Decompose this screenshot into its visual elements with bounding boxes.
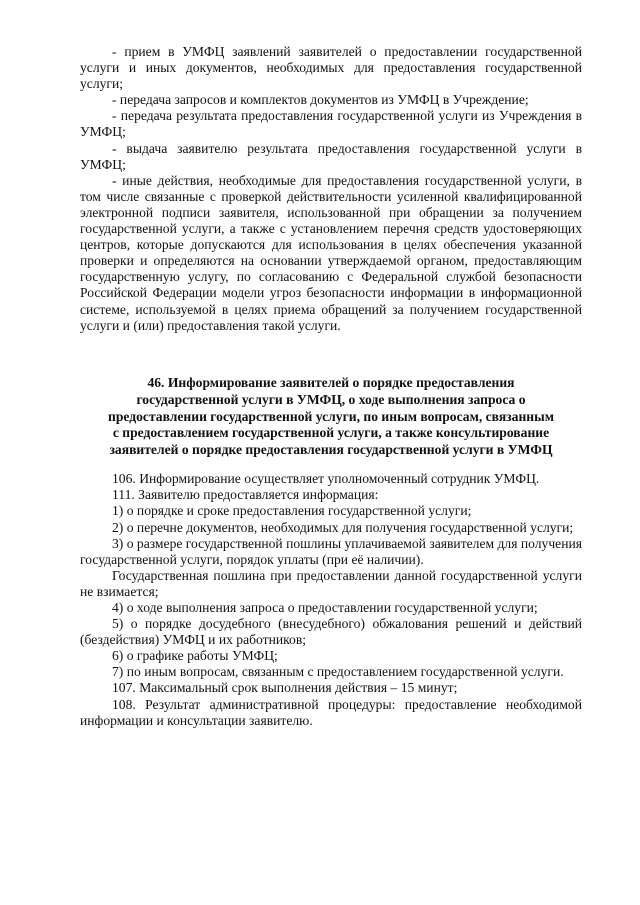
info-item-3: 3) о размере государственной пошлины уплачиваемой заявителем для получения государственной услуги, порядок уплаты (при её наличии).	[80, 535, 582, 567]
spacer	[80, 334, 582, 375]
paragraph-108: 108. Результат административной процедуры: предоставление необходимой информации и консультации заявителю.	[80, 696, 582, 728]
list-item-transfer-results: - передача результата предоставления государственной услуги из Учреждения в УМФЦ;	[80, 108, 582, 140]
list-item-other-actions: - иные действия, необходимые для предоставления государственной услуги, в том числе связанные с проверкой действительности усиленной квалифицированной электронной подписи заявителя, использованной при обращении за получением государственной услуги, а также с установлением перечня средств удостоверяющих центров, которые допускаются для использования в целях обеспечения указанной проверки и определяются на основании утверждаемой органом, предоставляющим государственную услугу, по согласованию с Федеральной службой безопасности Российской Федерации модели угроз безопасности информации в информационной системе, используемой в целях приема обращений за получением государственной услуги и (или) предоставления такой услуги.	[80, 172, 582, 333]
paragraph-107: 107. Максимальный срок выполнения действия – 15 минут;	[112, 680, 458, 696]
paragraph-111: 111. Заявителю предоставляется информация:	[112, 487, 379, 503]
state-fee-note: Государственная пошлина при предоставлении данной государственной услуги не взимается;	[80, 567, 582, 599]
info-item-4: 4) о ходе выполнения запроса о предоставлении государственной услуги;	[112, 599, 538, 615]
list-item-issue-result: - выдача заявителю результата предоставления государственной услуги в УМФЦ;	[80, 140, 582, 172]
info-item-7: 7) по иным вопросам, связанным с предоставлением государственной услуги.	[112, 664, 564, 680]
paragraph-106: 106. Информирование осуществляет уполномоченный сотрудник УМФЦ.	[112, 471, 540, 487]
info-item-1: 1) о порядке и сроке предоставления государственной услуги;	[112, 503, 472, 519]
list-item-intake: - прием в УМФЦ заявлений заявителей о предоставлении государственной услуги и иных документов, необходимых для предоставления государственной услуги;	[80, 44, 582, 92]
info-item-2: 2) о перечне документов, необходимых для получения государственной услуги;	[112, 519, 574, 535]
info-item-6: 6) о графике работы УМФЦ;	[112, 648, 278, 664]
info-item-5: 5) о порядке досудебного (внесудебного) обжалования решений и действий (бездействия) УМФЦ и их работников;	[80, 616, 582, 648]
list-item-transfer-requests: - передача запросов и комплектов документов из УМФЦ в Учреждение;	[112, 92, 529, 108]
spacer	[80, 459, 582, 471]
section-heading: 46. Информирование заявителей о порядке предоставления государственной услуги в УМФЦ, о ходе выполнения запроса о предоставлении государственной услуги, по иным вопросам, связанным с предоставлением государственной услуги, а также консультирование заявителей о порядке предоставления государственной услуги в УМФЦ	[108, 374, 554, 458]
document-page	[80, 44, 582, 729]
